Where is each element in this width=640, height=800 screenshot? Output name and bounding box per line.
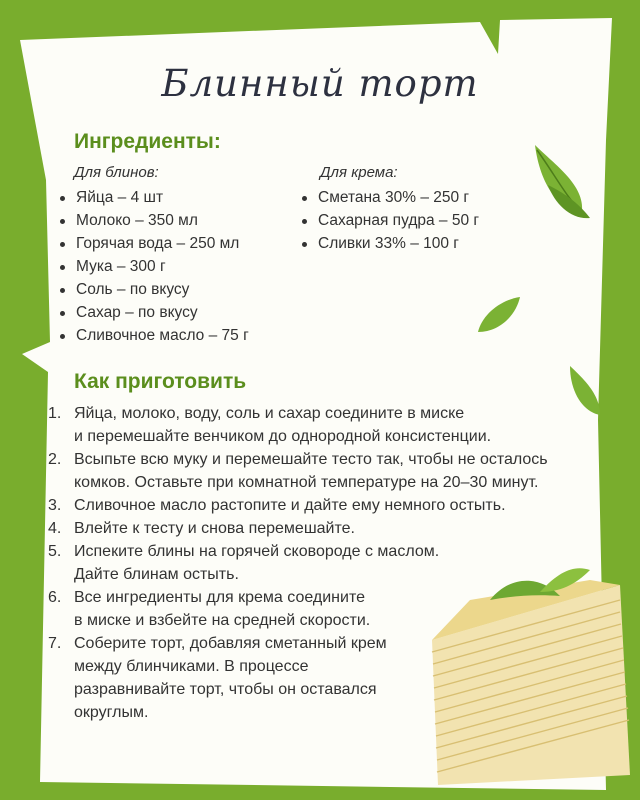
step-item — [48, 402, 588, 448]
step-text: Все ингредиенты для крема соедините — [74, 589, 365, 606]
method-heading: Как приготовить — [74, 370, 247, 393]
step-text: Яйца, молоко, воду, соль и сахар соедините в миске — [74, 405, 465, 422]
step-text: Влейте к тесту и снова перемешайте. — [74, 520, 355, 537]
list-item: Сахар – по вкусу — [60, 301, 249, 324]
step-item — [48, 586, 588, 632]
step-text: Сливочное масло растопите и дайте ему немного остыть. — [74, 497, 506, 514]
list-item: Яйца – 4 шт — [60, 186, 249, 209]
step-number: 6. — [48, 589, 62, 606]
list-item: Сливки 33% – 100 г — [302, 232, 479, 255]
list-item: Сахарная пудра – 50 г — [302, 209, 479, 232]
list-item: Сливочное масло – 75 г — [60, 324, 249, 347]
cream-ingredients-list — [302, 186, 479, 255]
step-number: 3. — [48, 497, 62, 514]
step-item — [48, 494, 588, 517]
step-item — [48, 448, 588, 494]
cream-subtitle: Для крема: — [320, 164, 398, 181]
page-title: Блинный торт — [161, 62, 479, 105]
step-number: 1. — [48, 405, 62, 422]
step-number: 4. — [48, 520, 62, 537]
step-text: Соберите торт, добавляя сметанный крем — [74, 635, 387, 652]
step-text: Всыпьте всю муку и перемешайте тесто так, чтобы не осталось — [74, 451, 548, 468]
step-text: Дайте блинам остыть. — [74, 566, 239, 583]
method-steps-list — [48, 402, 588, 724]
step-number: 2. — [48, 451, 62, 468]
list-item: Сметана 30% – 250 г — [302, 186, 479, 209]
ingredients-heading: Ингредиенты: — [74, 130, 221, 153]
step-text: между блинчиками. В процессе — [74, 658, 309, 675]
pancake-ingredients-list — [60, 186, 249, 347]
step-number: 5. — [48, 543, 62, 560]
step-number: 7. — [48, 635, 62, 652]
step-text: и перемешайте венчиком до однородной консистенции. — [74, 428, 492, 445]
step-item — [48, 540, 588, 586]
step-item — [48, 517, 588, 540]
step-text: комков. Оставьте при комнатной температуре на 20–30 минут. — [74, 474, 539, 491]
step-text: округлым. — [74, 704, 149, 721]
step-item — [48, 632, 588, 724]
list-item: Молоко – 350 мл — [60, 209, 249, 232]
step-text: в миске и взбейте на средней скорости. — [74, 612, 371, 629]
list-item: Горячая вода – 250 мл — [60, 232, 249, 255]
list-item: Мука – 300 г — [60, 255, 249, 278]
list-item: Соль – по вкусу — [60, 278, 249, 301]
step-text: разравнивайте торт, чтобы он оставался — [74, 681, 377, 698]
pancakes-subtitle: Для блинов: — [74, 164, 159, 181]
step-text: Испеките блины на горячей сковороде с маслом. — [74, 543, 440, 560]
